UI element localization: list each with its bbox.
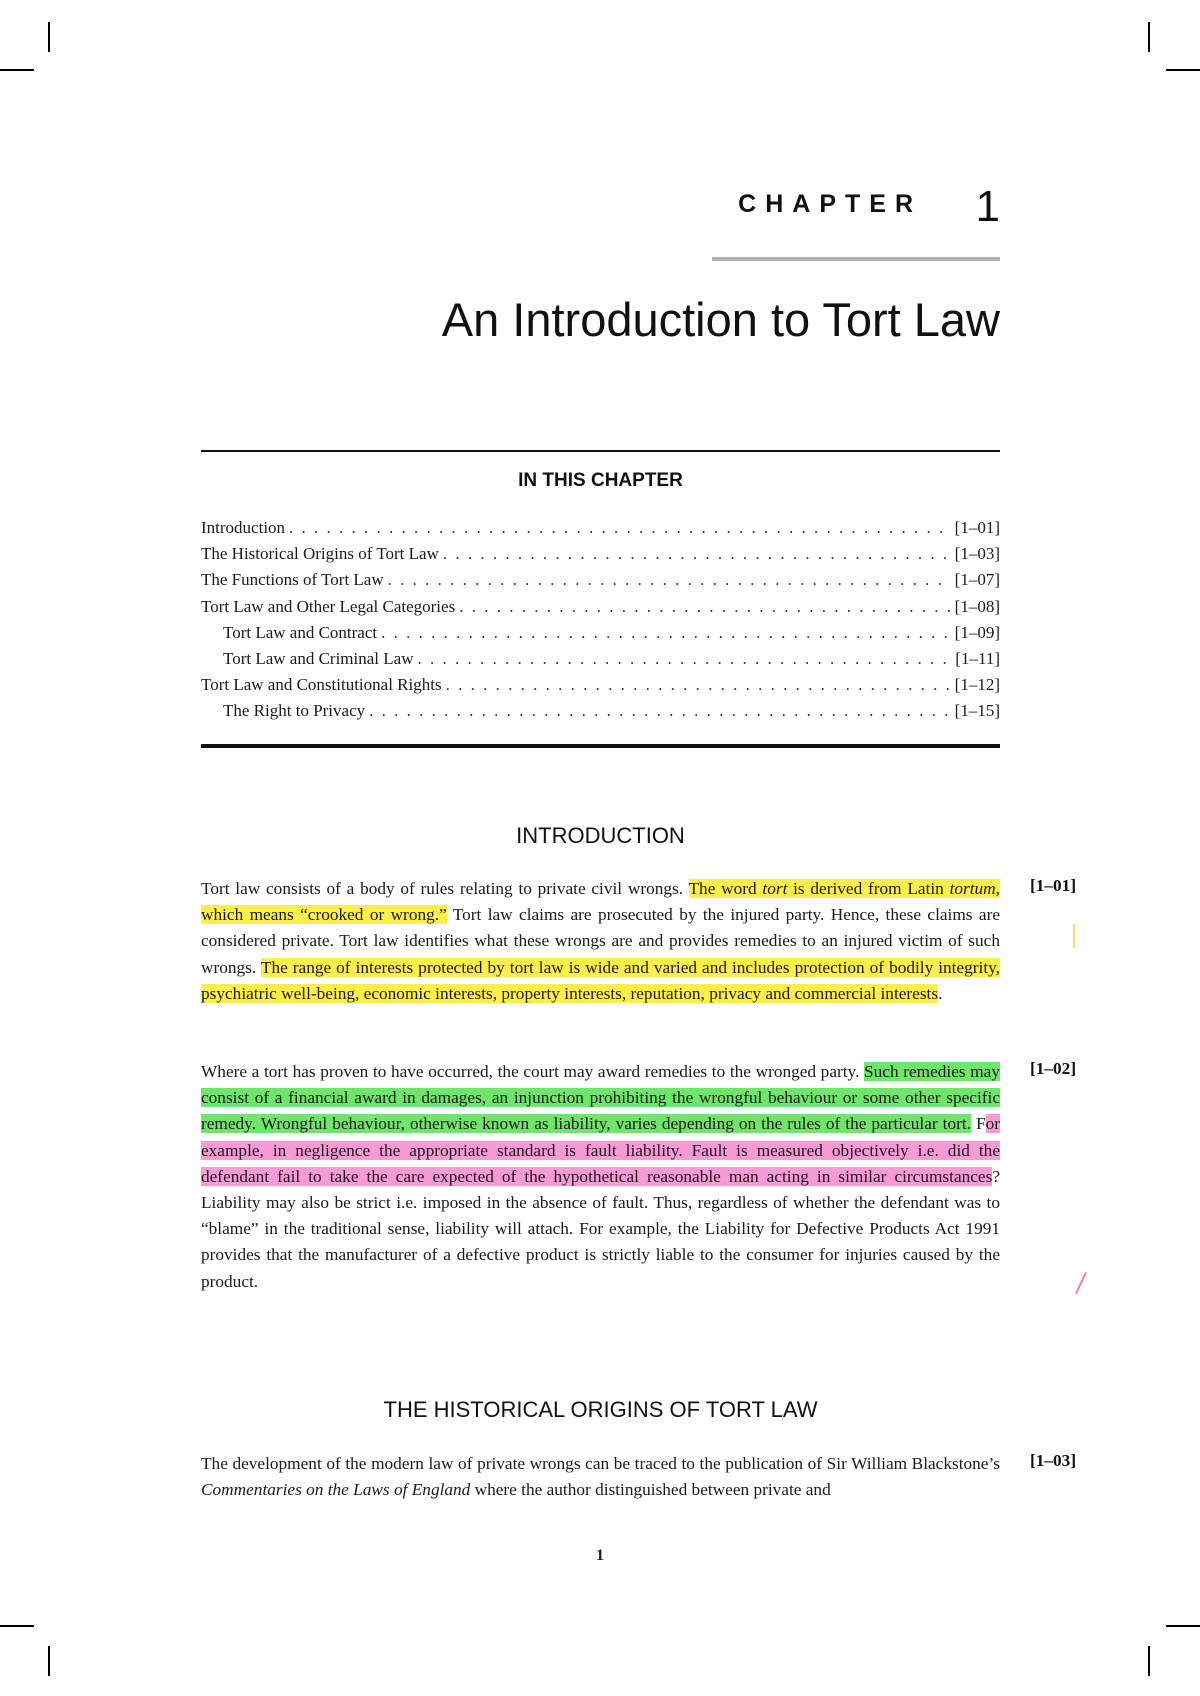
toc-entry-label: The Right to Privacy bbox=[223, 701, 366, 721]
paragraph-1-02 bbox=[201, 1059, 1000, 1295]
text-run: , which means “crooked or wrong.” bbox=[201, 879, 1000, 925]
text-run: Tort law claims are prosecuted by the injured party. Hence, these claims are considered private. Tort law identifies what these wrongs are and provides remedies to an injured victim of such wrongs. bbox=[201, 905, 1000, 977]
toc-entry[interactable] bbox=[201, 570, 1000, 596]
toc-entry-label: Introduction bbox=[201, 518, 286, 537]
toc-entry[interactable] bbox=[201, 623, 1000, 649]
toc-heading: IN THIS CHAPTER bbox=[518, 470, 683, 491]
toc-entry-ref: [1–08] bbox=[954, 596, 1000, 616]
chapter-rule bbox=[712, 257, 1000, 261]
crop-mark bbox=[48, 22, 50, 52]
section-heading-historical-origins: THE HISTORICAL ORIGINS OF TORT LAW bbox=[383, 1397, 818, 1422]
text-run: Where a tort has proven to have occurred, the court may award remedies to the wronged party. bbox=[201, 1062, 865, 1081]
table-of-contents bbox=[201, 518, 1000, 728]
toc-rule-top bbox=[201, 450, 1000, 452]
toc-leader-dots bbox=[446, 675, 951, 695]
toc-leader-dots bbox=[369, 701, 951, 721]
toc-entry-label: Tort Law and Criminal Law bbox=[223, 648, 414, 668]
crop-mark bbox=[0, 69, 34, 71]
text-run: Tort law consists of a body of rules relating to private civil wrongs. bbox=[201, 879, 689, 898]
crop-mark bbox=[1148, 22, 1150, 52]
toc-entry[interactable] bbox=[201, 701, 1000, 727]
annotation-mark-yellow bbox=[1073, 924, 1075, 948]
text-run: . bbox=[938, 983, 943, 1003]
highlight-yellow[interactable]: The range of interests protected by tort law is wide and varied and includes protection of bodily integrity, psychiatric well-being, economic interests, property interests, reputation, privacy and commercial interests bbox=[201, 957, 1000, 1003]
toc-entry[interactable] bbox=[201, 544, 1000, 570]
text-run: where the author distinguished between private and bbox=[470, 1480, 831, 1500]
toc-entry-label: The Functions of Tort Law bbox=[201, 570, 384, 590]
paragraph-number: [1–02] bbox=[1030, 1059, 1077, 1078]
toc-entry-label: Tort Law and Other Legal Categories bbox=[201, 596, 456, 616]
toc-entry-label: The Historical Origins of Tort Law bbox=[201, 544, 439, 564]
italic-title: Commentaries on the Laws of England bbox=[201, 1480, 471, 1500]
crop-mark bbox=[48, 1646, 50, 1676]
text-run: is derived from Latin bbox=[787, 879, 950, 898]
chapter-number: 1 bbox=[975, 182, 1000, 231]
toc-leader-dots bbox=[443, 544, 951, 564]
section-heading-introduction: INTRODUCTION bbox=[516, 823, 685, 848]
toc-entry[interactable] bbox=[201, 597, 1000, 623]
chapter-title: An Introduction to Tort Law bbox=[441, 293, 1000, 346]
toc-entry-label: Tort Law and Constitutional Rights bbox=[201, 675, 442, 695]
toc-entry-ref: [1–09] bbox=[954, 622, 1000, 642]
toc-entry[interactable] bbox=[201, 518, 1000, 544]
toc-entry-ref: [1–07] bbox=[954, 570, 1000, 590]
text-run: F bbox=[970, 1114, 986, 1134]
annotation-mark-pink bbox=[1075, 1272, 1087, 1295]
text-run: The word bbox=[688, 879, 763, 898]
toc-entry-ref: [1–12] bbox=[954, 675, 1000, 695]
italic-term: tort bbox=[762, 879, 788, 898]
paragraph-1-01 bbox=[201, 876, 1000, 1007]
toc-entry-ref: [1–11] bbox=[955, 648, 1000, 668]
highlight-green[interactable]: Such remedies may consist of a financial award in damages, an injunction prohibiting the wrongful behaviour or some other specific remedy. Wrongful behaviour, otherwise known as liability, varies depending on the rules of the particular tort. bbox=[201, 1062, 1000, 1134]
toc-entry-ref: [1–03] bbox=[954, 544, 1000, 564]
crop-mark bbox=[1148, 1646, 1150, 1676]
toc-leader-dots bbox=[388, 570, 951, 590]
toc-entry-ref: [1–01] bbox=[954, 518, 1000, 537]
toc-entry-label: Tort Law and Contract bbox=[223, 622, 378, 642]
paragraph-1-03 bbox=[201, 1451, 1000, 1503]
toc-leader-dots bbox=[459, 597, 950, 617]
italic-term: tortum bbox=[949, 879, 996, 898]
chapter-label: CHAPTER bbox=[738, 190, 922, 218]
toc-entry-ref: [1–15] bbox=[954, 701, 1000, 721]
toc-leader-dots bbox=[289, 518, 951, 538]
toc-entry[interactable] bbox=[201, 649, 1000, 675]
crop-mark bbox=[1166, 1625, 1200, 1627]
paragraph-number: [1–03] bbox=[1030, 1451, 1077, 1470]
toc-leader-dots bbox=[417, 649, 951, 669]
text-run: ? Liability may also be strict i.e. imposed in the absence of fault. Thus, regardless of whether the defendant was to “blame” in the traditional sense, liability will attach. For example, the Liability for Defective Products Act 1991 provides that the manufacturer of a defective product is strictly liable to the consumer for injuries caused by the product. bbox=[201, 1166, 1000, 1291]
toc-leader-dots bbox=[381, 623, 951, 643]
toc-entry[interactable] bbox=[201, 675, 1000, 701]
crop-mark bbox=[0, 1625, 34, 1627]
page-number: 1 bbox=[596, 1547, 604, 1564]
crop-mark bbox=[1166, 69, 1200, 71]
toc-rule-bottom bbox=[201, 744, 1000, 748]
text-run: The development of the modern law of private wrongs can be traced to the publication of Sir William Blackstone’s bbox=[201, 1454, 1000, 1473]
paragraph-number: [1–01] bbox=[1030, 876, 1077, 895]
highlight-pink[interactable]: or example, in negligence the appropriate standard is fault liability. Fault is measured objectively i.e. did the defendant fail to take the care expected of the hypothetical reasonable man acting in similar circumstances bbox=[201, 1114, 1000, 1186]
